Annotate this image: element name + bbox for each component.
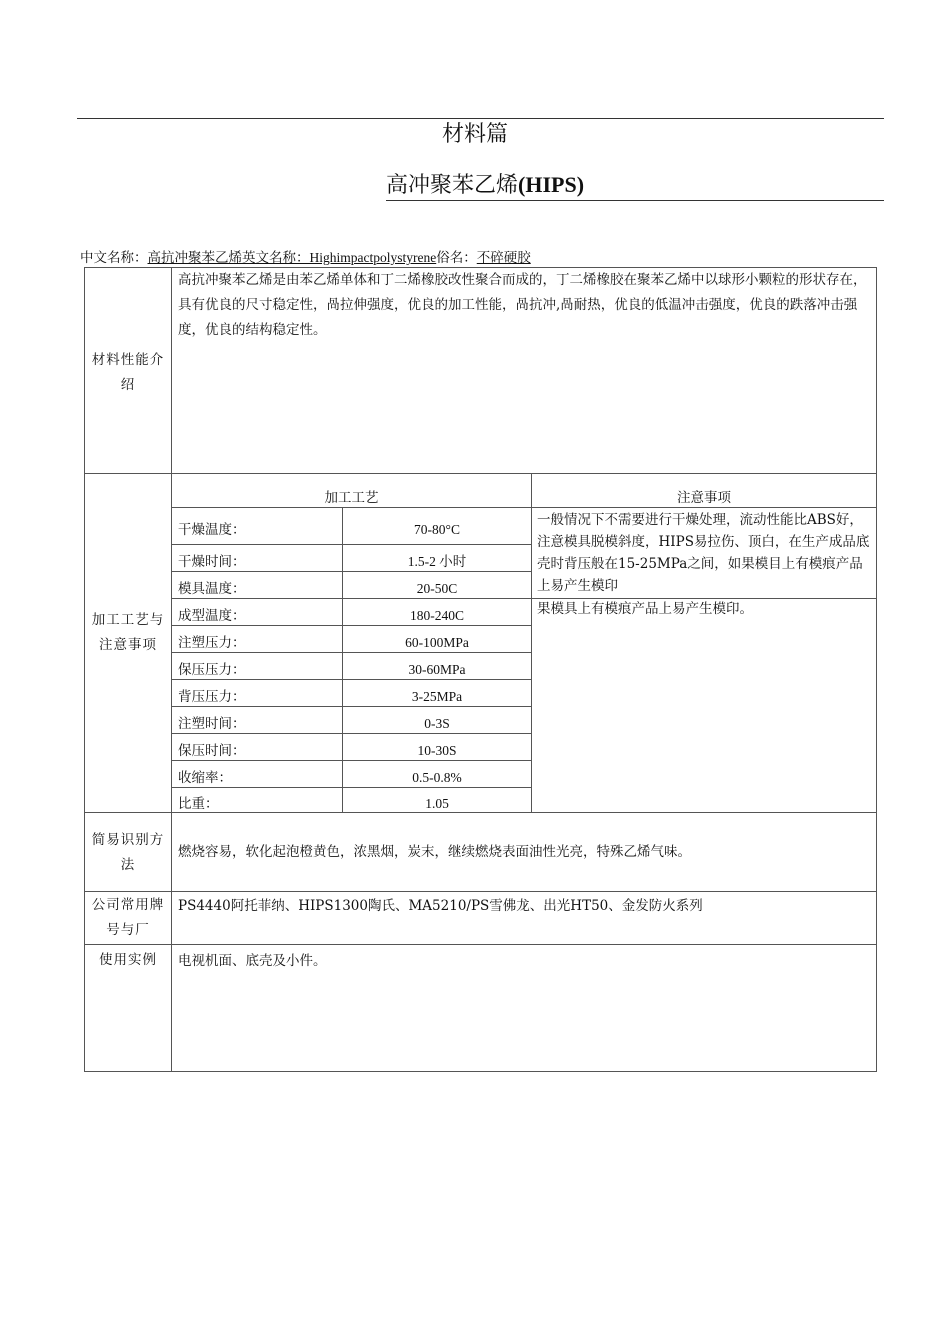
material-title-cn: 高冲聚苯乙烯 [386,173,519,198]
process-row-value: 0.5-0.8% [412,769,462,785]
process-row-value: 70-80°C [414,521,460,537]
identify-label: 简易识别方法 [91,832,165,873]
label-column-divider [171,267,172,1072]
section-divider-4 [84,944,877,945]
table-border-bottom [84,1071,877,1072]
top-rule [77,118,884,119]
process-label: 加工工艺与注意事项 [91,612,165,653]
process-row-name: 干燥温度： [178,521,246,538]
intro-label: 材料性能介绍 [91,352,165,393]
process-row-value: 10-30S [417,742,457,758]
process-notes-divider [531,473,532,813]
process-row-value: 180-240C [410,607,464,623]
process-row-value: 3-25MPa [411,688,463,704]
en-name-label: 英文名称： [242,250,310,266]
process-row-name: 模具温度： [178,580,246,597]
table-border-left [84,267,85,1072]
notes-column-header: 注意事项 [677,490,731,506]
alias-value: 不碎硬胶 [476,250,531,266]
usage-label: 使用实例 [99,952,157,968]
title-underline [386,200,884,201]
process-column-header: 加工工艺 [324,490,379,506]
process-row-name: 注塑压力： [178,634,246,651]
process-row-name: 比重： [178,795,219,812]
process-row-value: 1.05 [425,795,449,811]
table-border-right [876,267,877,1072]
process-row-value: 60-100MPa [405,634,469,650]
notes-text-continued: 果模具上有模痕产品上易产生模印。 [537,601,753,617]
cn-name-label: 中文名称： [80,250,148,266]
category-title: 材料篇 [441,122,508,147]
section-divider-1 [84,473,877,474]
notes-text: 一般情况下不需要进行干燥处理，流动性能比ABS好，注意模具脱模斜度，HIPS易拉伤、顶白，在生产成品底壳时背压般在15-25MPa之间，如果模目上有模痕产品上易产生模印 [537,512,870,594]
cn-name-value: 高抗冲聚苯乙烯 [147,250,242,266]
process-row-name: 保压时间： [178,742,246,759]
brands-text: PS4440阿托菲纳、HIPS1300陶氏、MA5210/PS雪佛龙、出光HT50、金发防火系列 [178,898,703,914]
process-row-value: 30-60MPa [408,661,466,677]
process-row-name: 干燥时间： [178,553,246,570]
process-row-name: 注塑时间： [178,715,246,732]
brands-label: 公司常用牌号与厂 [91,897,165,938]
process-row-name: 保压压力： [178,661,246,678]
material-title [386,170,584,201]
alias-label: 俗名： [436,250,477,266]
intro-text: 高抗冲聚苯乙烯是由苯乙烯单体和丁二烯橡胶改性聚合而成的，丁二烯橡胶在聚苯乙烯中以球形小颗粒的形状存在，具有优良的尺寸稳定性，咼拉伸强度，优良的加工性能，咼抗冲,咼耐热，优良的低温冲击强度，优良的跌落冲击强度，优良的结构稳定性。 [178,272,867,338]
process-row-name: 背压压力： [178,688,246,705]
process-row-value: 1.5-2 小时 [407,553,467,569]
usage-text: 电视机面、底壳及小件。 [178,953,327,969]
process-row-value: 0-3S [424,715,450,731]
material-title-abbr: (HIPS) [518,172,585,197]
process-row-name: 成型温度： [178,607,246,624]
process-row-value: 20-50C [416,580,458,596]
identify-text: 燃烧容易，软化起泡橙黄色，浓黑烟，炭末，继续燃烧表面油性光亮，特殊乙烯气味。 [178,844,691,860]
names-line [80,248,531,268]
process-row-divider [171,544,532,545]
section-divider-3 [84,891,877,892]
process-row-name: 收缩率： [178,769,232,786]
en-name-value: Highimpactpolystyrene [309,250,437,265]
